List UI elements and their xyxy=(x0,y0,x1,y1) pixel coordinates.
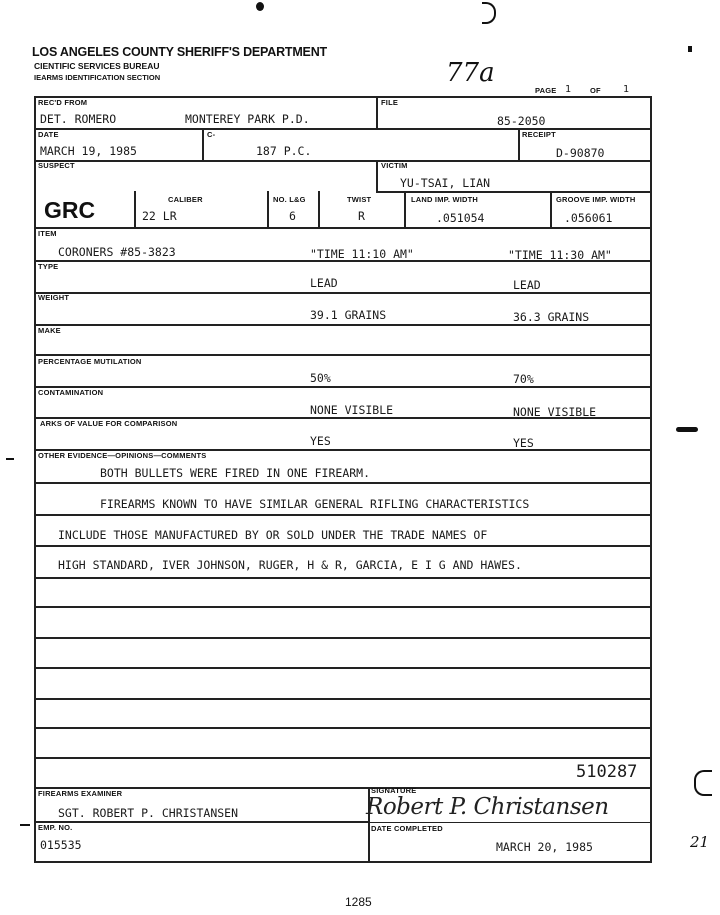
twist-label: TWIST xyxy=(347,195,372,204)
lands-grooves-value: 6 xyxy=(289,209,296,223)
emp-no-value: 015535 xyxy=(40,838,82,852)
mutilation-value-1: 50% xyxy=(310,371,331,385)
receipt-label: RECEIPT xyxy=(522,130,556,139)
department-name: LOS ANGELES COUNTY SHERIFF'S DEPARTMENT xyxy=(32,45,327,59)
make-label: MAKE xyxy=(38,326,61,335)
marks-label: ARKS OF VALUE FOR COMPARISON xyxy=(40,419,178,428)
emp-no-label: EMP. NO. xyxy=(38,823,73,832)
item-time-1: "TIME 11:10 AM" xyxy=(310,247,414,261)
victim-label: VICTIM xyxy=(381,161,408,170)
date-value: MARCH 19, 1985 xyxy=(40,144,137,158)
comment-line-2: FIREARMS KNOWN TO HAVE SIMILAR GENERAL RIFLING CHARACTERISTICS xyxy=(100,497,530,511)
signature-line xyxy=(368,822,650,823)
comment-line-4: HIGH STANDARD, IVER JOHNSON, RUGER, H & R, GARCIA, E I G AND HAWES. xyxy=(58,558,522,572)
stamp-number: 510287 xyxy=(576,762,638,782)
signature: Robert P. Christansen xyxy=(366,794,609,820)
page-total: 1 xyxy=(623,84,630,95)
page-number: 1 xyxy=(565,84,572,95)
marks-value-1: YES xyxy=(310,434,331,448)
right-margin-mark xyxy=(676,427,698,432)
land-width-label: LAND IMP. WIDTH xyxy=(411,195,479,204)
date-completed-value: MARCH 20, 1985 xyxy=(496,840,593,854)
weight-value-1: 39.1 GRAINS xyxy=(310,308,387,322)
signature-label: SIGNATURE xyxy=(371,786,417,795)
mutilation-value-2: 70% xyxy=(513,372,534,386)
section-name: IEARMS IDENTIFICATION SECTION xyxy=(34,73,161,82)
item-label: ITEM xyxy=(38,229,57,238)
file-label: FILE xyxy=(381,98,399,107)
scan-speck xyxy=(688,46,692,52)
twist-value: R xyxy=(358,209,365,223)
recd-from-label: REC'D FROM xyxy=(38,98,88,107)
contamination-value-2: NONE VISIBLE xyxy=(513,405,597,419)
examiner-label: FIREARMS EXAMINER xyxy=(38,789,123,798)
type-value-2: LEAD xyxy=(513,278,541,292)
caliber-value: 22 LR xyxy=(142,209,177,223)
comments-label: OTHER EVIDENCE—OPINIONS—COMMENTS xyxy=(38,451,207,460)
left-margin-mark xyxy=(6,458,14,460)
bureau-name: CIENTIFIC SERVICES BUREAU xyxy=(34,61,160,71)
right-margin-mark xyxy=(694,770,712,796)
left-margin-mark xyxy=(20,824,30,826)
lands-grooves-label: NO. L&G xyxy=(273,195,306,204)
scan-mark xyxy=(482,2,496,24)
charge-label: C- xyxy=(207,130,216,139)
comment-line-3: INCLUDE THOSE MANUFACTURED BY OR SOLD UNDER THE TRADE NAMES OF xyxy=(58,528,488,542)
land-width-value: .051054 xyxy=(436,211,485,225)
type-label: TYPE xyxy=(38,262,59,271)
type-value-1: LEAD xyxy=(310,276,338,290)
of-label: OF xyxy=(590,86,601,95)
groove-width-label: GROOVE IMP. WIDTH xyxy=(556,195,636,204)
date-completed-label: DATE COMPLETED xyxy=(371,824,443,833)
contamination-label: CONTAMINATION xyxy=(38,388,104,397)
marks-value-2: YES xyxy=(513,436,534,450)
page-label: PAGE xyxy=(535,86,557,95)
charge-value: 187 P.C. xyxy=(256,144,312,158)
examiner-name: SGT. ROBERT P. CHRISTANSEN xyxy=(58,806,239,820)
receipt-value: D-90870 xyxy=(556,146,605,160)
item-description: CORONERS #85-3823 xyxy=(58,245,176,259)
recd-from-agency: MONTEREY PARK P.D. xyxy=(185,112,310,126)
weight-value-2: 36.3 GRAINS xyxy=(513,310,590,324)
file-value: 85-2050 xyxy=(497,114,546,128)
item-time-2: "TIME 11:30 AM" xyxy=(508,248,612,262)
recd-from-value: DET. ROMERO xyxy=(40,112,117,126)
groove-width-value: .056061 xyxy=(564,211,613,225)
date-label: DATE xyxy=(38,130,59,139)
page-number-footer: 1285 xyxy=(345,895,372,909)
mutilation-label: PERCENTAGE MUTILATION xyxy=(38,357,142,366)
margin-note: 21 xyxy=(690,833,710,851)
victim-value: YU-TSAI, LIAN xyxy=(400,176,491,190)
scan-speck xyxy=(256,2,264,11)
grc-label: GRC xyxy=(44,197,96,223)
contamination-value-1: NONE VISIBLE xyxy=(310,403,394,417)
suspect-label: SUSPECT xyxy=(38,161,75,170)
caliber-label: CALIBER xyxy=(168,195,203,204)
comment-line-1: BOTH BULLETS WERE FIRED IN ONE FIREARM. xyxy=(100,466,371,480)
handwritten-reference: 77a xyxy=(446,58,495,88)
weight-label: WEIGHT xyxy=(38,293,70,302)
